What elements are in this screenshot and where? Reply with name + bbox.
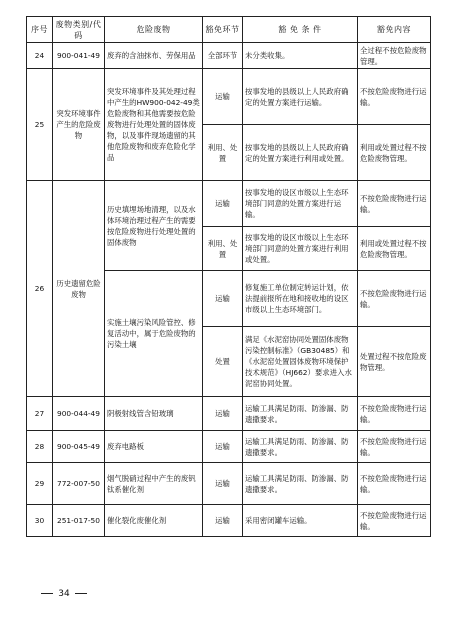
header-no: 序号: [27, 17, 53, 43]
table-row: [27, 431, 431, 463]
row-waste: 烟气脱硝过程中产生的废钒钛系催化剂: [105, 463, 203, 505]
row-stage: 运输: [203, 431, 243, 463]
row-code: 772-007-50: [53, 463, 105, 505]
row-no: 27: [27, 397, 53, 431]
row-waste: 历史填埋场地清理，以及水体环境治理过程产生的需要按危险废物进行处理处置的固体废物: [105, 181, 203, 271]
table-header-row: [27, 17, 431, 43]
table-row: [27, 463, 431, 505]
row-stage: 运输: [203, 181, 243, 227]
row-condition: 运输工具满足防雨、防渗漏、防遗撒要求。: [243, 463, 358, 505]
table-row: [27, 69, 431, 125]
page-number-dash-left: [41, 593, 53, 594]
row-stage: 利用、处置: [203, 227, 243, 271]
row-content: 利用或处置过程不按危险废物管理。: [358, 227, 431, 271]
row-code: 251-017-50: [53, 505, 105, 537]
row-waste: 阴极射线管含铅玻璃: [105, 397, 203, 431]
row-content: 不按危险废物进行运输。: [358, 271, 431, 327]
row-code: 历史遗留危险废物: [53, 181, 105, 397]
row-waste: 废弃电路板: [105, 431, 203, 463]
row-condition: 运输工具满足防雨、防渗漏、防遗撒要求。: [243, 431, 358, 463]
row-code: 900-044-49: [53, 397, 105, 431]
row-content: 不按危险废物进行运输。: [358, 463, 431, 505]
header-code: 废物类别/代码: [53, 17, 105, 43]
row-code: 突发环境事件产生的危险废物: [53, 69, 105, 181]
page-number-dash-right: [75, 593, 87, 594]
row-condition: 满足《水泥窑协同处置固体废物污染控制标准》（GB30485）和《水泥窑处置固体废物环境保护技术规范》（HJ662）要求进入水泥窑协同处置。: [243, 327, 358, 397]
table-row: [27, 505, 431, 537]
row-no: 26: [27, 181, 53, 397]
row-content: 不按危险废物进行运输。: [358, 397, 431, 431]
row-no: 25: [27, 69, 53, 181]
row-code: 900-041-49: [53, 43, 105, 69]
row-stage: 利用、处置: [203, 125, 243, 181]
row-no: 29: [27, 463, 53, 505]
row-stage: 运输: [203, 397, 243, 431]
table-row: [27, 43, 431, 69]
exemption-table: [26, 16, 431, 537]
row-content: 不按危险废物进行运输。: [358, 431, 431, 463]
row-waste: 突发环境事件及其处理过程中产生的HW900-042-49类危险废物和其他需要按危险废物进行处理处置的固体废物，以及事件现场遗留的其他危险废物和废弃危险化学品: [105, 69, 203, 181]
row-condition: 修复施工单位制定转运计划，依法提前报所在地和接收地的设区市级以上生态环境部门。: [243, 271, 358, 327]
header-stage: 豁免环节: [203, 17, 243, 43]
table-row: [27, 397, 431, 431]
row-content: 不按危险废物进行运输。: [358, 505, 431, 537]
row-no: 28: [27, 431, 53, 463]
row-content: 不按危险废物进行运输。: [358, 69, 431, 125]
row-no: 30: [27, 505, 53, 537]
row-condition: 运输工具满足防雨、防渗漏、防遗撒要求。: [243, 397, 358, 431]
header-condition: 豁 免 条 件: [243, 17, 358, 43]
row-content: 处置过程不按危险废物管理。: [358, 327, 431, 397]
table-row: [27, 181, 431, 227]
row-no: 24: [27, 43, 53, 69]
row-stage: 全部环节: [203, 43, 243, 69]
row-condition: 按事发地的县级以上人民政府确定的处置方案进行利用或处置。: [243, 125, 358, 181]
row-waste: 催化裂化废催化剂: [105, 505, 203, 537]
row-condition: 按事发地的设区市级以上生态环境部门同意的处置方案进行利用或处置。: [243, 227, 358, 271]
row-condition: 按事发地的县级以上人民政府确定的处置方案进行运输。: [243, 69, 358, 125]
row-code: 900-045-49: [53, 431, 105, 463]
row-content: 不按危险废物进行运输。: [358, 181, 431, 227]
row-content: 全过程不按危险废物管理。: [358, 43, 431, 69]
row-stage: 处置: [203, 327, 243, 397]
row-content: 利用或处置过程不按危险废物管理。: [358, 125, 431, 181]
page-number-value: 34: [58, 589, 70, 599]
row-waste: 废弃的含油抹布、劳保用品: [105, 43, 203, 69]
header-waste: 危险废物: [105, 17, 203, 43]
row-stage: 运输: [203, 69, 243, 125]
row-condition: 按事发地的设区市级以上生态环境部门同意的处置方案进行运输。: [243, 181, 358, 227]
row-waste: 实施土壤污染风险管控、修复活动中，属于危险废物的污染土壤: [105, 271, 203, 397]
row-stage: 运输: [203, 505, 243, 537]
row-stage: 运输: [203, 271, 243, 327]
row-condition: 采用密闭罐车运输。: [243, 505, 358, 537]
row-stage: 运输: [203, 463, 243, 505]
header-content: 豁免内容: [358, 17, 431, 43]
page-number: [34, 588, 94, 600]
row-condition: 未分类收集。: [243, 43, 358, 69]
